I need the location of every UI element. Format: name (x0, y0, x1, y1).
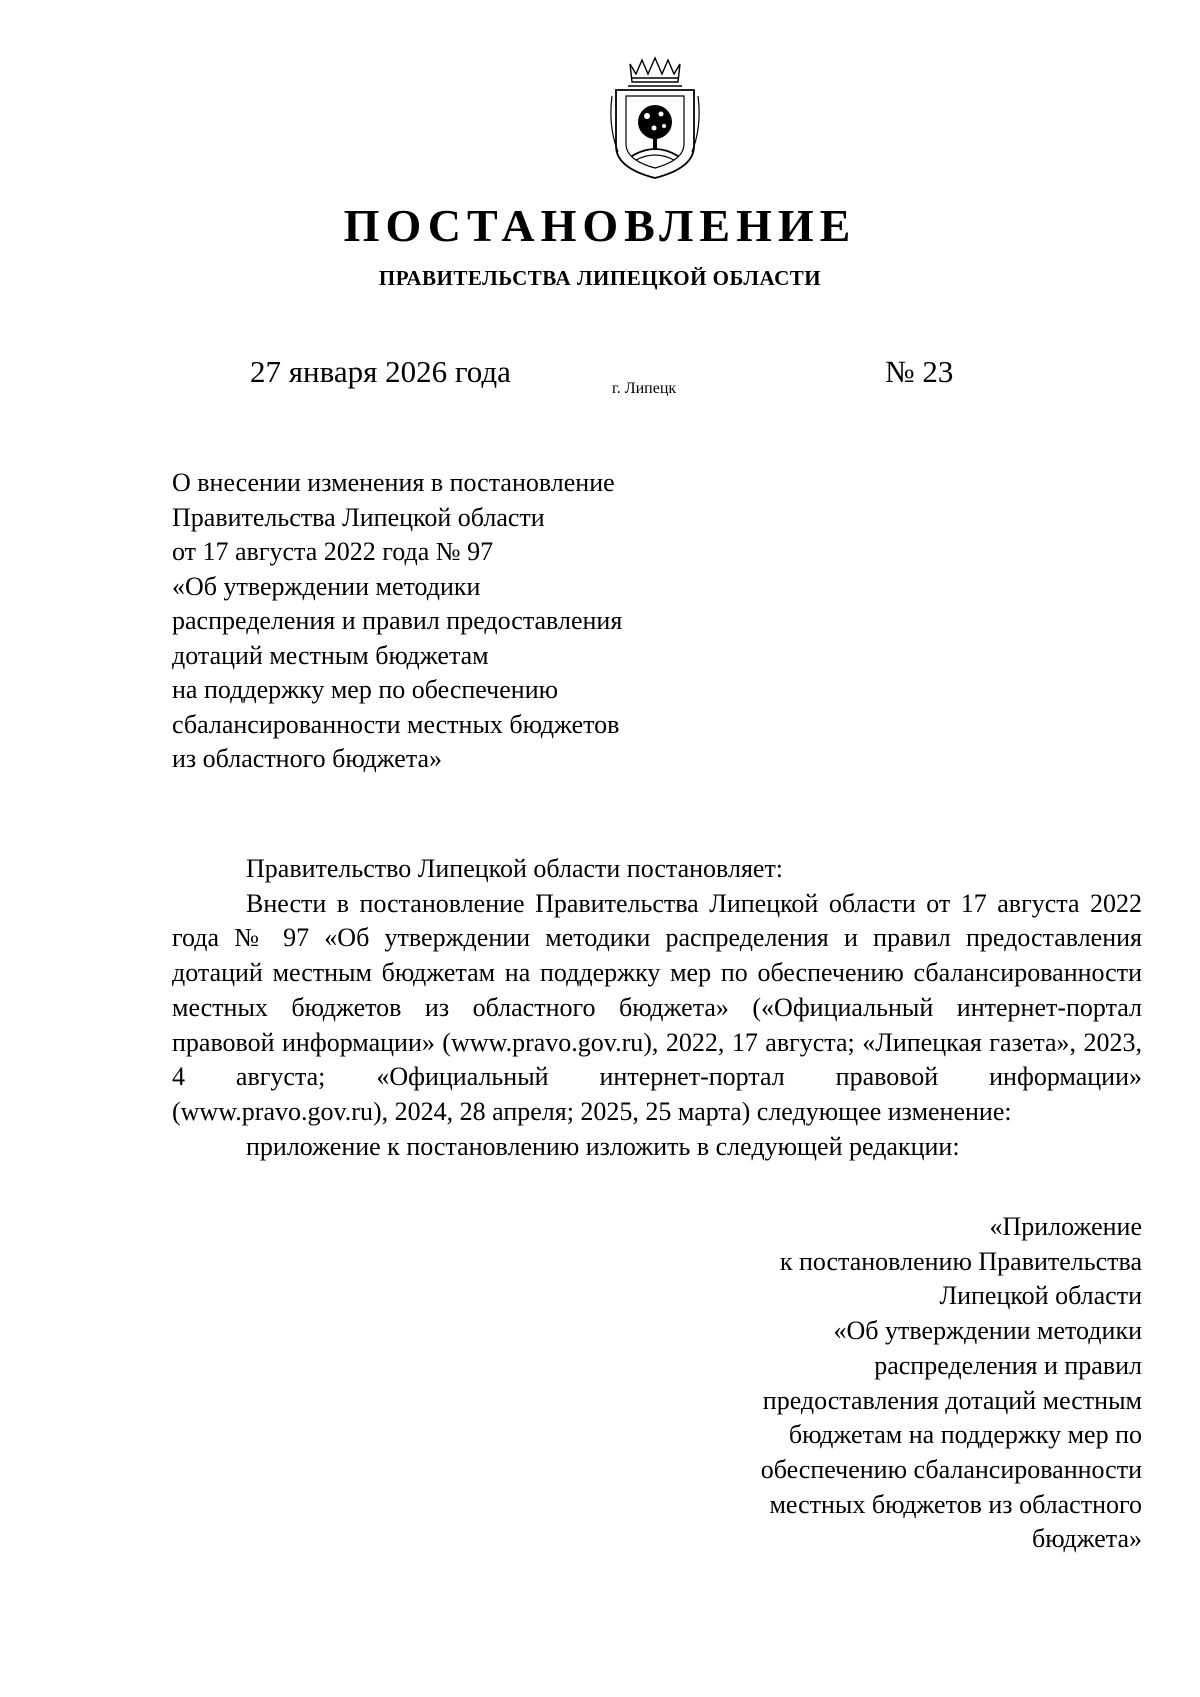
subject-line: от 17 августа 2022 года № 97 (172, 537, 494, 566)
appendix-line: «Об утверждении методики (833, 1316, 1142, 1346)
appendix-line: «Приложение (989, 1212, 1142, 1241)
subject-line: «Об утверждении методики (172, 571, 481, 601)
appendix-line: Липецкой области (939, 1281, 1142, 1311)
body-paragraph-resolves: Правительство Липецкой области постановляет: (246, 854, 784, 883)
appendix-line: предоставления дотаций местным (762, 1385, 1142, 1415)
document-date: 27 января 2026 года (250, 354, 511, 389)
appendix-line: местных бюджетов из областного (769, 1489, 1142, 1519)
document-subject (172, 466, 732, 777)
appendix-heading (542, 1210, 1142, 1557)
document-body (172, 852, 1142, 1164)
subject-line: дотаций местным бюджетам (172, 640, 489, 670)
body-paragraph-instruction: приложение к постановлению изложить в следующей редакции: (246, 1131, 960, 1161)
document-city: г. Липецк (612, 380, 677, 397)
coat-of-arms-icon (608, 56, 702, 180)
appendix-line: распределения и правил (874, 1350, 1142, 1380)
document-subtitle: ПРАВИТЕЛЬСТВА ЛИПЕЦКОЙ ОБЛАСТИ (378, 266, 822, 290)
subject-line: распределения и правил предоставления (172, 606, 623, 635)
appendix-line: к постановлению Правительства (779, 1246, 1142, 1276)
subject-line: О внесении изменения в постановление (172, 468, 615, 497)
subject-line: из областного бюджета» (172, 744, 443, 773)
subject-line: на поддержку мер по обеспечению (172, 675, 559, 704)
document-number: № 23 (885, 354, 954, 389)
subject-line: Правительства Липецкой области (172, 502, 545, 532)
appendix-line: бюджетам на поддержку мер по (788, 1420, 1142, 1450)
appendix-line: бюджета» (1032, 1524, 1142, 1554)
appendix-line: обеспечению сбалансированности (760, 1454, 1142, 1484)
subject-line: сбалансированности местных бюджетов (172, 709, 620, 739)
document-title: ПОСТАНОВЛЕНИЕ (343, 200, 857, 251)
body-paragraph-amendment: Внести в постановление Правительства Липецкой области от 17 августа 2022 года № 97 «Об утверждении методики распределения и правил предоставления дотаций местным бюджетам на поддержку мер по обеспечению сбалансированности местных бюджетов из областного бюджета» («Официальный интернет-портал правовой информации» (www.pravo.gov.ru), 2022, 17 августа; «Липецкая газета», 2023, 4 августа; «Официальный интернет-портал правовой информации» (www.pravo.gov.ru), 2024, 28 апреля; 2025, 25 марта) следующее изменение: (172, 888, 1142, 1126)
